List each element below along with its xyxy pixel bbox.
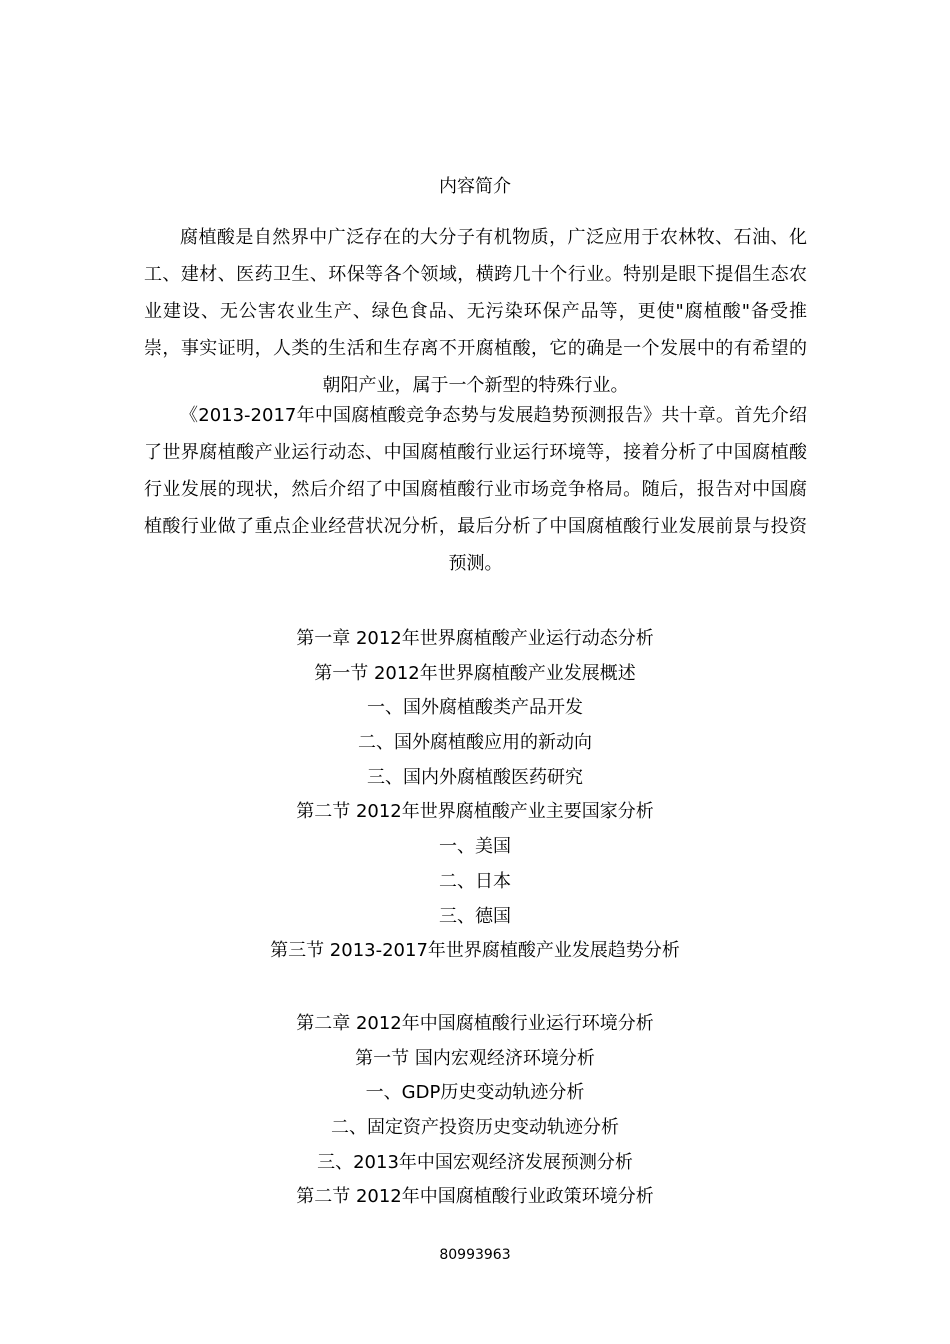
toc-entry: 第二章 2012年中国腐植酸行业运行环境分析: [296, 1013, 654, 1034]
toc-chapter-1: [0, 622, 950, 969]
toc-entry: 三、2013年中国宏观经济发展预测分析: [317, 1151, 633, 1173]
toc-entry: 三、德国: [439, 905, 511, 927]
toc-entry: 第二节 2012年中国腐植酸行业政策环境分析: [296, 1186, 654, 1208]
toc-entry: 一、国外腐植酸类产品开发: [367, 697, 583, 719]
toc-entry: 第一节 国内宏观经济环境分析: [355, 1047, 595, 1069]
toc-entry: 二、国外腐植酸应用的新动向: [358, 732, 592, 754]
toc-entry: 第三节 2013-2017年世界腐植酸产业发展趋势分析: [270, 940, 680, 962]
section-heading: 内容简介: [439, 176, 511, 197]
toc-entry: 二、固定资产投资历史变动轨迹分析: [331, 1117, 619, 1139]
intro-paragraph: 腐植酸是自然界中广泛存在的大分子有机物质，广泛应用于农林牧、石油、化工、建材、医药卫生、环保等各个领域，横跨几十个行业。特别是眼下提倡生态农业建设、无公害农业生产、绿色食品、无污染环保产品等，更使"腐植酸"备受推崇，事实证明，人类的生活和生存离不开腐植酸，它的确是一个发展中的有希望的朝阳产业，属于一个新型的特殊行业。: [144, 227, 807, 396]
toc-entry: 三、国内外腐植酸医药研究: [367, 766, 583, 788]
toc-entry: 第一章 2012年世界腐植酸产业运行动态分析: [296, 628, 654, 649]
toc-entry: 一、美国: [439, 836, 511, 858]
toc-entry: 二、日本: [439, 870, 511, 892]
toc-entry: 第一节 2012年世界腐植酸产业发展概述: [314, 662, 636, 684]
toc-entry: 一、GDP历史变动轨迹分析: [365, 1082, 585, 1104]
report-summary-paragraph: 《2013-2017年中国腐植酸竞争态势与发展趋势预测报告》共十章。首先介绍了世界腐植酸产业运行动态、中国腐植酸行业运行环境等，接着分析了中国腐植酸行业发展的现状，然后介绍了中国腐植酸行业市场竞争格局。随后，报告对中国腐植酸行业做了重点企业经营状况分析，最后分析了中国腐植酸行业发展前景与投资预测。: [144, 405, 807, 574]
page-footer-id: 80993963: [439, 1247, 511, 1263]
toc-entry: 第二节 2012年世界腐植酸产业主要国家分析: [296, 801, 654, 823]
toc-chapter-2: [0, 1007, 950, 1215]
